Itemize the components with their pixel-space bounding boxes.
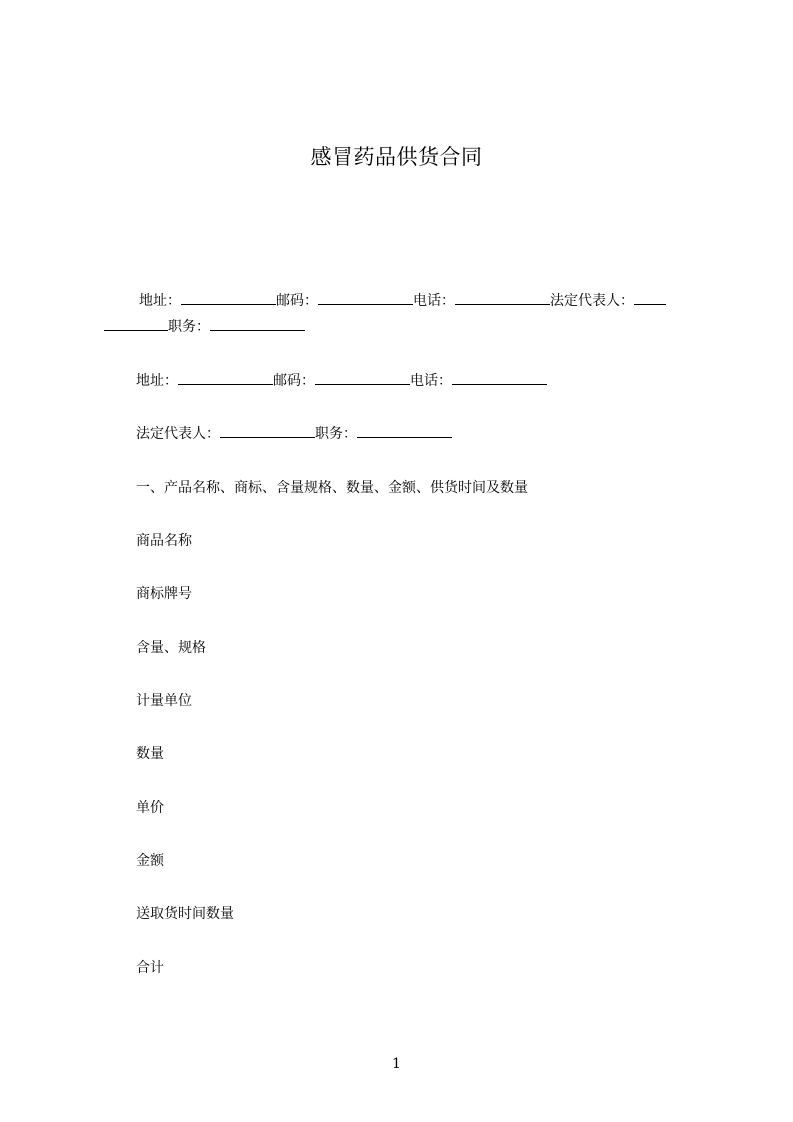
party-a-legal-rep-blank[interactable] bbox=[634, 290, 666, 305]
party-b-postcode-blank[interactable] bbox=[315, 370, 410, 385]
field-delivery-time-quantity: 送取货时间数量 bbox=[136, 906, 234, 922]
party-a-address-label: 地址： bbox=[139, 293, 181, 309]
party-a-postcode-blank[interactable] bbox=[318, 290, 413, 305]
party-a-legal-rep-label: 法定代表人： bbox=[550, 293, 634, 309]
party-b-contact-line bbox=[136, 370, 547, 392]
party-b-position-label: 职务： bbox=[315, 426, 357, 442]
party-a-info bbox=[104, 288, 704, 340]
field-quantity: 数量 bbox=[136, 746, 164, 762]
party-a-legal-rep-blank-continued[interactable] bbox=[104, 316, 168, 331]
section-1-heading: 一、产品名称、商标、含量规格、数量、金额、供货时间及数量 bbox=[136, 480, 528, 496]
field-amount: 金额 bbox=[136, 853, 164, 869]
party-b-postcode-label: 邮码： bbox=[273, 373, 315, 389]
party-b-address-label: 地址： bbox=[136, 373, 178, 389]
page-number: 1 bbox=[392, 1056, 401, 1072]
field-product-name: 商品名称 bbox=[136, 533, 192, 549]
party-a-phone-label: 电话： bbox=[413, 293, 455, 309]
document-title: 感冒药品供货合同 bbox=[310, 145, 483, 169]
field-unit-price: 单价 bbox=[136, 800, 164, 816]
party-b-address-blank[interactable] bbox=[178, 370, 273, 385]
party-b-legal-rep-blank[interactable] bbox=[220, 423, 315, 438]
party-b-position-blank[interactable] bbox=[357, 423, 452, 438]
party-a-position-blank[interactable] bbox=[210, 316, 305, 331]
party-b-legal-rep-label: 法定代表人： bbox=[136, 426, 220, 442]
party-b-representative-line bbox=[136, 423, 452, 445]
field-content-specification: 含量、规格 bbox=[136, 640, 206, 656]
party-a-postcode-label: 邮码： bbox=[276, 293, 318, 309]
party-a-position-label: 职务： bbox=[168, 319, 210, 335]
field-total: 合计 bbox=[136, 960, 164, 976]
party-b-phone-blank[interactable] bbox=[452, 370, 547, 385]
field-unit-of-measure: 计量单位 bbox=[136, 693, 192, 709]
party-a-phone-blank[interactable] bbox=[455, 290, 550, 305]
field-trademark-brand: 商标牌号 bbox=[136, 586, 192, 602]
party-a-address-blank[interactable] bbox=[181, 290, 276, 305]
party-b-phone-label: 电话： bbox=[410, 373, 452, 389]
